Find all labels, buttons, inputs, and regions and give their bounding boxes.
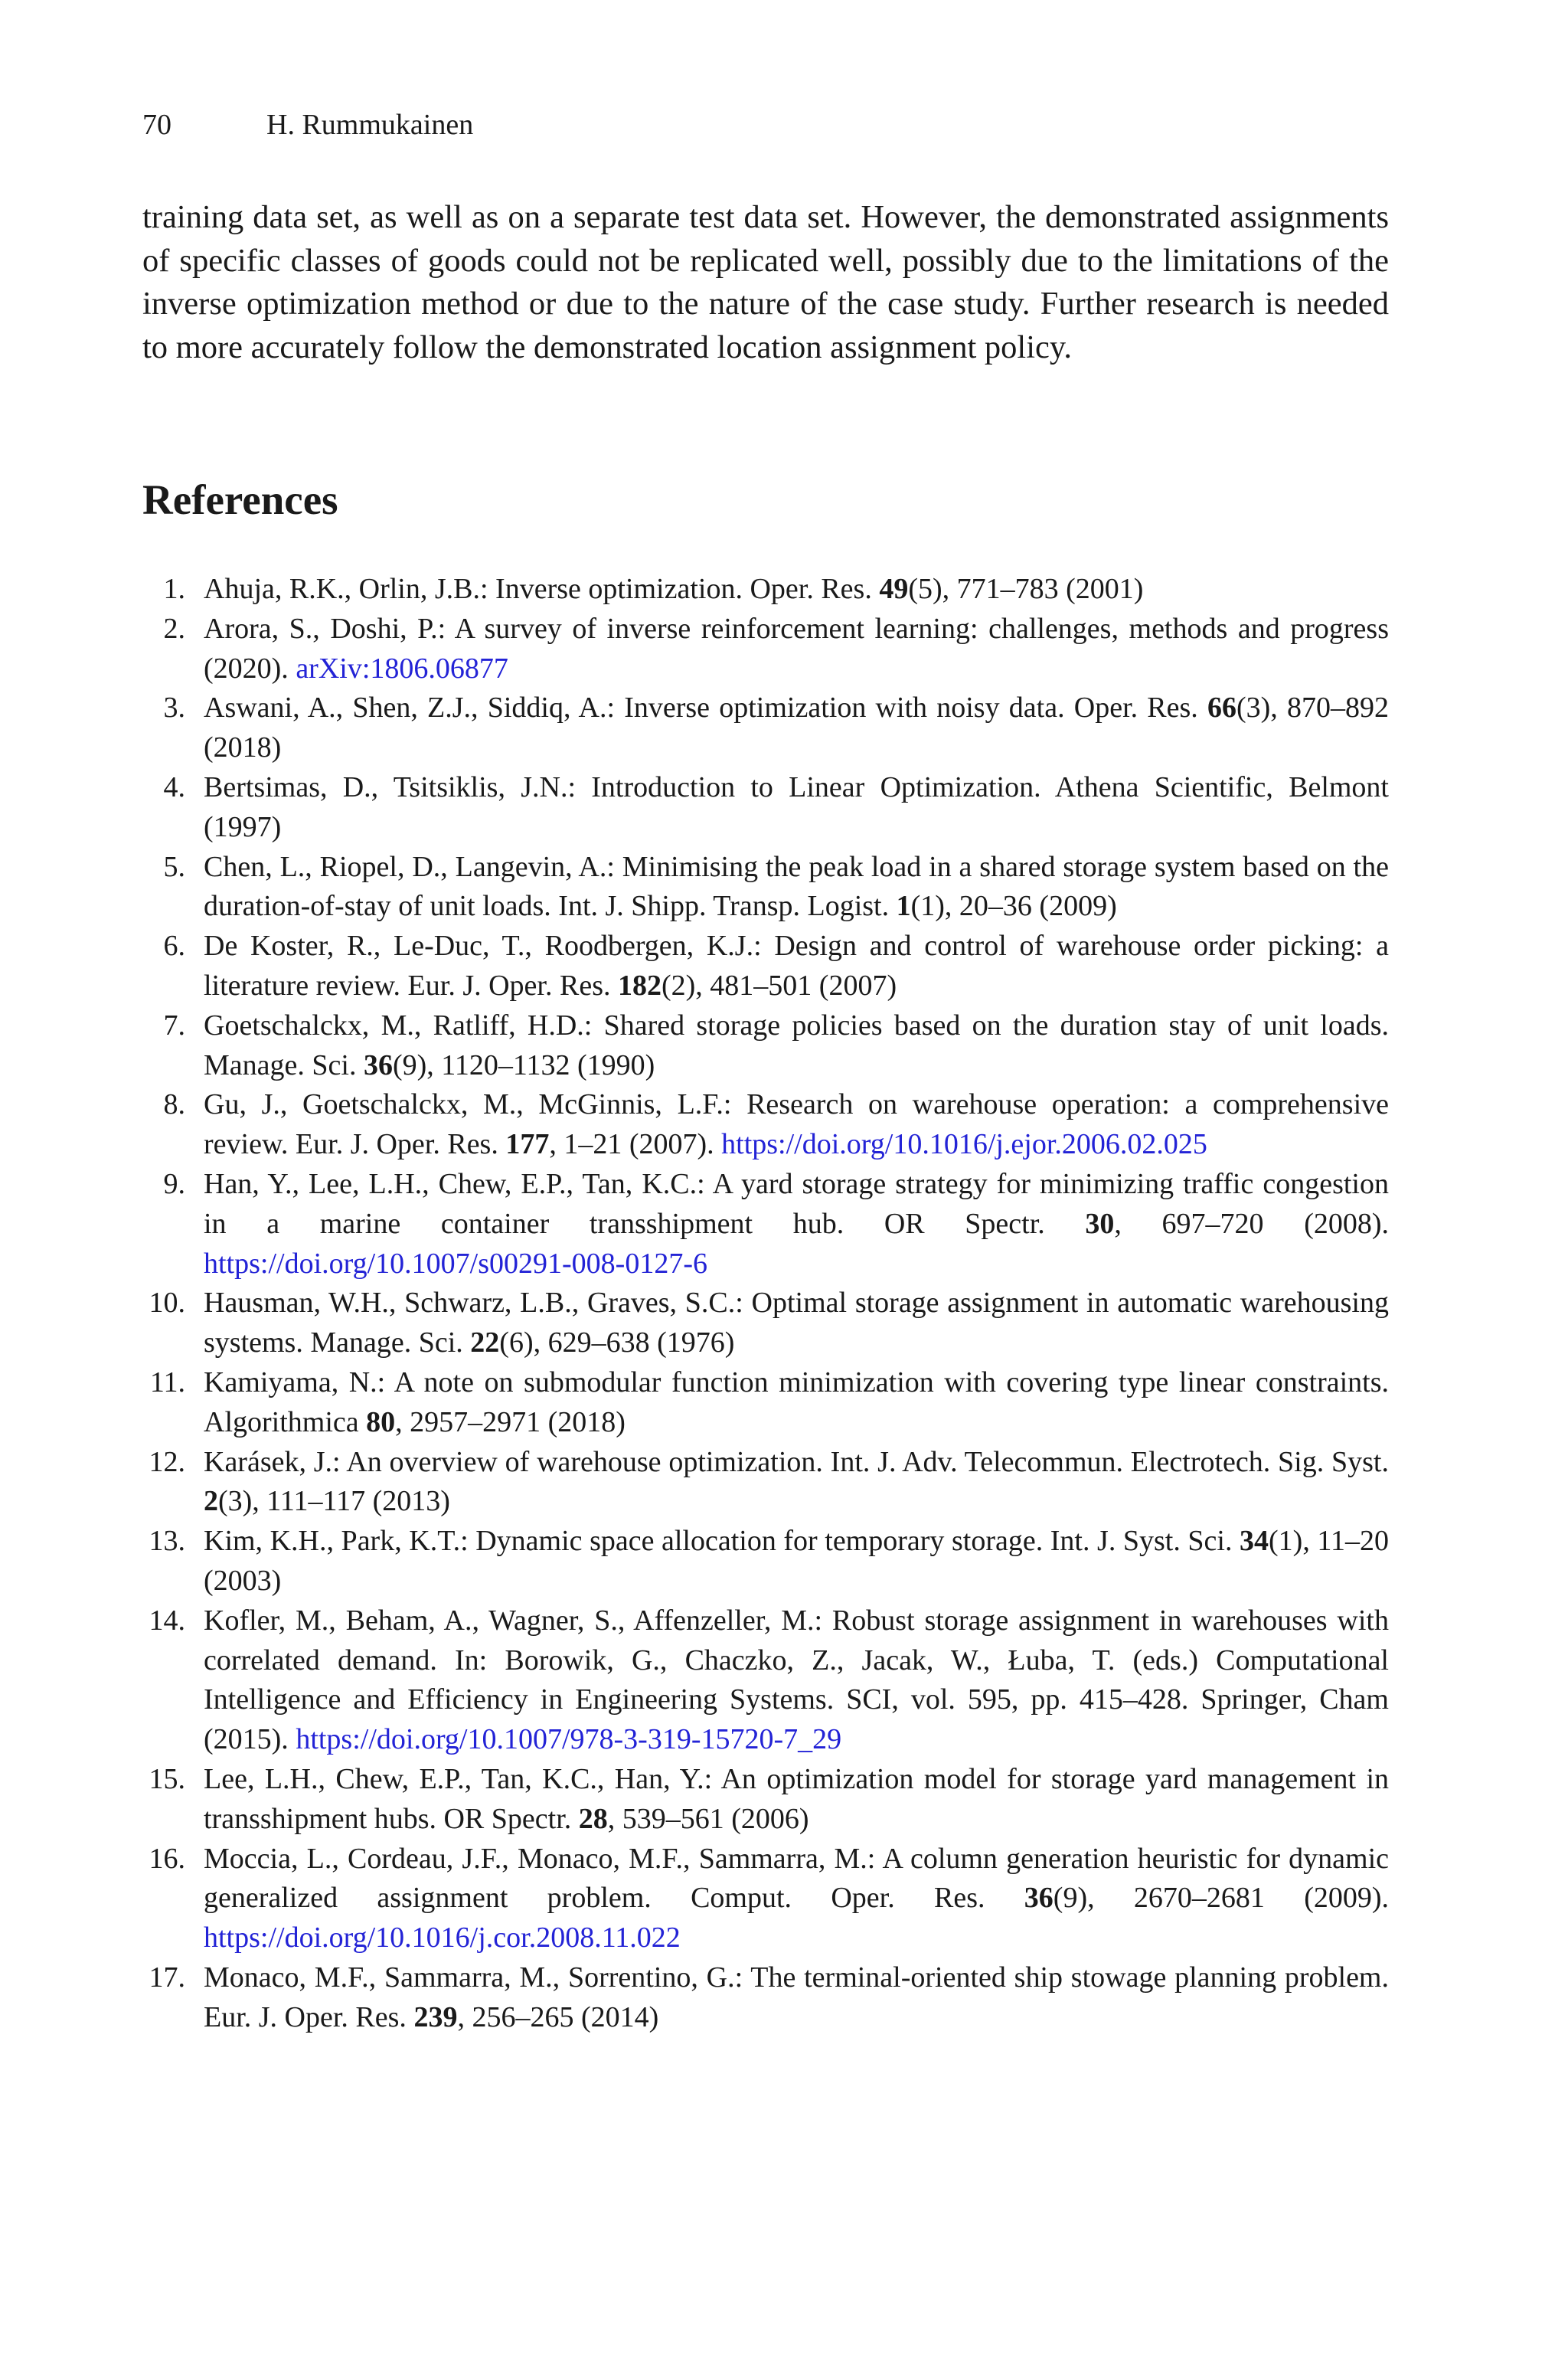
reference-item	[142, 1165, 1389, 1284]
reference-item	[142, 1284, 1389, 1363]
intro-paragraph: training data set, as well as on a separate test data set. However, the demonstrated assignments of specific classes of goods could not be replicated well, possibly due to the limitations of the inverse optimization method or due to the nature of the case study. Further research is needed to more accurately follow the demonstrated location assignment policy.	[142, 199, 1389, 365]
reference-text: Monaco, M.F., Sammarra, M., Sorrentino, G.: The terminal-oriented ship stowage planning problem. Eur. J. Oper. Res.	[204, 1961, 1389, 2033]
volume-number: 2	[204, 1485, 218, 1518]
reference-number: 9.	[163, 1167, 185, 1200]
reference-text: Goetschalckx, M., Ratliff, H.D.: Shared storage policies based on the duration stay of unit loads. Manage. Sci.	[204, 1009, 1389, 1081]
reference-text: (1), 20–36 (2009)	[910, 890, 1117, 923]
reference-text: Kamiyama, N.: A note on submodular function minimization with covering type linear constraints. Algorithmica	[204, 1366, 1389, 1438]
reference-number: 11.	[149, 1366, 185, 1398]
reference-link[interactable]: https://doi.org/10.1016/j.cor.2008.11.022	[204, 1922, 681, 1954]
reference-text: (9), 2670–2681 (2009).	[1053, 1882, 1389, 1915]
reference-number: 15.	[149, 1762, 185, 1795]
reference-item	[142, 1085, 1389, 1165]
running-head-author: H. Rummukainen	[266, 109, 474, 141]
reference-text: Moccia, L., Cordeau, J.F., Monaco, M.F., Sammarra, M.: A column generation heuristic for dynamic generalized assignment problem. Comput. Oper. Res.	[204, 1842, 1389, 1915]
volume-number: 30	[1085, 1207, 1115, 1240]
reference-number: 12.	[149, 1445, 185, 1478]
reference-text: Bertsimas, D., Tsitsiklis, J.N.: Introduction to Linear Optimization. Athena Scientific, Belmont (1997)	[204, 770, 1389, 843]
reference-text: , 539–561 (2006)	[607, 1802, 809, 1835]
volume-number: 66	[1207, 692, 1236, 725]
reference-text: Karásek, J.: An overview of warehouse optimization. Int. J. Adv. Telecommun. Electrotech. Sig. Syst.	[204, 1445, 1389, 1478]
volume-number: 182	[617, 969, 662, 1002]
references-heading: References	[142, 476, 338, 523]
reference-number: 14.	[149, 1604, 185, 1637]
reference-link[interactable]: https://doi.org/10.1007/s00291-008-0127-6	[204, 1247, 707, 1280]
reference-item	[142, 1443, 1389, 1523]
reference-item	[142, 1958, 1389, 2038]
reference-text: Han, Y., Lee, L.H., Chew, E.P., Tan, K.C.: A yard storage strategy for minimizing traffic congestion in a marine container transshipment hub. OR Spectr.	[204, 1167, 1389, 1240]
reference-list	[142, 570, 1389, 2037]
reference-number: 7.	[163, 1009, 185, 1042]
volume-number: 36	[363, 1048, 393, 1081]
reference-number: 2.	[163, 612, 185, 645]
reference-item	[142, 927, 1389, 1006]
volume-number: 34	[1240, 1525, 1269, 1558]
reference-item	[142, 1760, 1389, 1840]
reference-item	[142, 768, 1389, 848]
reference-text: (1), 11–20 (2003)	[204, 1525, 1389, 1597]
reference-text: , 256–265 (2014)	[457, 2000, 659, 2033]
reference-text: (2), 481–501 (2007)	[661, 969, 897, 1002]
reference-number: 13.	[149, 1525, 185, 1558]
reference-text: Aswani, A., Shen, Z.J., Siddiq, A.: Inverse optimization with noisy data. Oper. Res.	[204, 692, 1207, 725]
volume-number: 36	[1024, 1882, 1054, 1915]
reference-number: 6.	[163, 930, 185, 963]
reference-text: Chen, L., Riopel, D., Langevin, A.: Minimising the peak load in a shared storage system based on the duration-of-stay of unit loads. Int. J. Shipp. Transp. Logist.	[204, 850, 1389, 923]
reference-item	[142, 1840, 1389, 1958]
reference-text: (3), 111–117 (2013)	[218, 1485, 450, 1518]
volume-number: 28	[578, 1802, 608, 1835]
reference-number: 4.	[163, 770, 185, 803]
reference-text: Kim, K.H., Park, K.T.: Dynamic space allocation for temporary storage. Int. J. Syst. Sci.	[204, 1525, 1240, 1558]
reference-text: Gu, J., Goetschalckx, M., McGinnis, L.F.: Research on warehouse operation: a comprehensive review. Eur. J. Oper. Res.	[204, 1088, 1389, 1161]
reference-item	[142, 610, 1389, 689]
reference-text: (6), 629–638 (1976)	[499, 1326, 735, 1359]
volume-number: 177	[505, 1128, 550, 1161]
reference-item	[142, 1522, 1389, 1601]
reference-item	[142, 1601, 1389, 1760]
volume-number: 49	[879, 573, 909, 605]
reference-item	[142, 570, 1389, 610]
reference-text: (9), 1120–1132 (1990)	[392, 1048, 655, 1081]
reference-item	[142, 1006, 1389, 1086]
reference-text: (3), 870–892 (2018)	[204, 692, 1389, 764]
volume-number: 80	[366, 1405, 396, 1438]
reference-link[interactable]: arXiv:1806.06877	[296, 652, 508, 685]
reference-text: Arora, S., Doshi, P.: A survey of inverse reinforcement learning: challenges, methods and progress (2020).	[204, 612, 1389, 685]
reference-item	[142, 1363, 1389, 1443]
reference-number: 1.	[163, 573, 185, 605]
running-header	[142, 107, 473, 142]
volume-number: 22	[470, 1326, 500, 1359]
page-number: 70	[142, 109, 172, 141]
reference-text: , 1–21 (2007).	[549, 1128, 722, 1161]
reference-number: 17.	[149, 1961, 185, 1994]
reference-text: De Koster, R., Le-Duc, T., Roodbergen, K.J.: Design and control of warehouse order picking: a literature review. Eur. J. Oper. Res.	[204, 930, 1389, 1002]
reference-number: 5.	[163, 850, 185, 883]
reference-text: Lee, L.H., Chew, E.P., Tan, K.C., Han, Y.: An optimization model for storage yard management in transshipment hubs. OR Spectr.	[204, 1762, 1389, 1835]
reference-text: Ahuja, R.K., Orlin, J.B.: Inverse optimization. Oper. Res.	[204, 573, 880, 605]
reference-number: 10.	[149, 1287, 185, 1320]
reference-text: Kofler, M., Beham, A., Wagner, S., Affenzeller, M.: Robust storage assignment in warehouses with correlated demand. In: Borowik, G., Chaczko, Z., Jacak, W., Łuba, T. (eds.) Computational Intelligence and Efficiency in Engineering Systems. SCI, vol. 595, pp. 415–428. Springer, Cham (2015).	[204, 1604, 1389, 1756]
reference-number: 8.	[163, 1088, 185, 1121]
reference-number: 3.	[163, 692, 185, 725]
reference-link[interactable]: https://doi.org/10.​1016/j.ejor.2006.02.025	[721, 1128, 1207, 1161]
reference-text: (5), 771–783 (2001)	[908, 573, 1144, 605]
reference-text: Hausman, W.H., Schwarz, L.B., Graves, S.C.: Optimal storage assignment in automatic warehousing systems. Manage. Sci.	[204, 1287, 1389, 1359]
reference-number: 16.	[149, 1842, 185, 1875]
volume-number: 239	[413, 2000, 458, 2033]
reference-text: , 2957–2971 (2018)	[395, 1405, 626, 1438]
reference-link[interactable]: https://doi.org/10.1007/978-​3-319-15720-7_29	[296, 1723, 842, 1756]
reference-item	[142, 848, 1389, 927]
volume-number: 1	[896, 890, 911, 923]
reference-text: , 697–720 (2008).	[1114, 1207, 1389, 1240]
reference-item	[142, 689, 1389, 768]
